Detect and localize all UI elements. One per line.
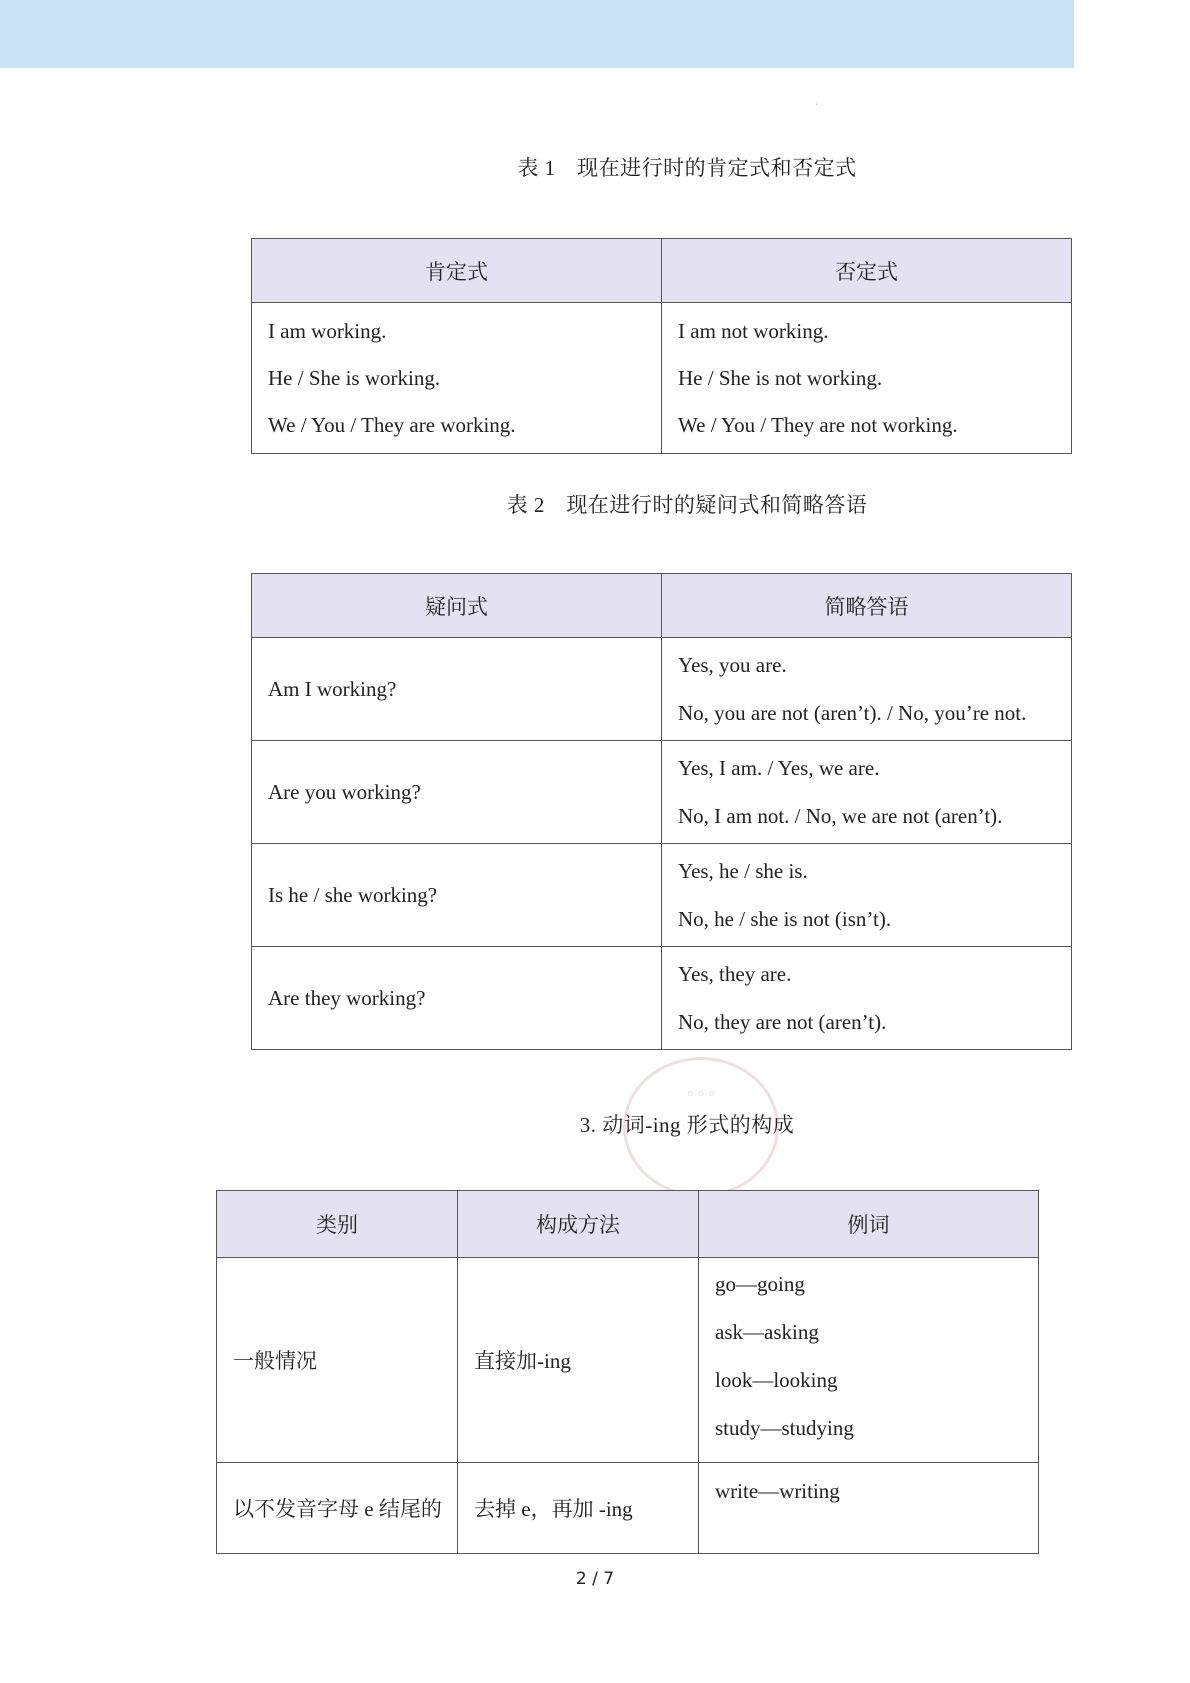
answer-line: No, I am not. / No, we are not (aren’t). <box>678 804 1003 828</box>
examples-cell <box>699 1258 1039 1463</box>
question-cell: Is he / she working? <box>252 844 662 947</box>
watermark-stamp: ◦ ◦ ◦ <box>623 1057 779 1197</box>
negative-line: He / She is not working. <box>678 365 883 390</box>
affirmative-line: We / You / They are working. <box>268 412 516 437</box>
table1-header-affirmative: 肯定式 <box>252 239 662 303</box>
table1-caption: 表 1 现在进行时的肯定式和否定式 <box>517 156 857 180</box>
answer-line: Yes, I am. / Yes, we are. <box>678 756 880 780</box>
table3-header-method: 构成方法 <box>458 1191 699 1258</box>
table3-header-examples: 例词 <box>699 1191 1039 1258</box>
table1-negative-cell <box>662 303 1072 454</box>
table2-caption: 表 2 现在进行时的疑问式和简略答语 <box>506 493 868 517</box>
negative-line: I am not working. <box>678 318 829 343</box>
answer-cell <box>662 638 1072 741</box>
answer-line: Yes, they are. <box>678 962 792 986</box>
table3-header-category: 类别 <box>217 1191 458 1258</box>
table3-caption: 3. 动词-ing 形式的构成 <box>579 1113 795 1137</box>
examples-cell <box>699 1463 1039 1554</box>
answer-cell <box>662 741 1072 844</box>
category-cell: 一般情况 <box>217 1258 458 1463</box>
table1 <box>251 238 1072 454</box>
table1-affirmative-cell <box>252 303 662 454</box>
example-line: study—studying <box>715 1416 854 1440</box>
table-row <box>252 638 1072 741</box>
answer-line: No, they are not (aren’t). <box>678 1010 887 1034</box>
answer-line: Yes, you are. <box>678 653 787 677</box>
example-line: look—looking <box>715 1368 838 1392</box>
example-line: ask—asking <box>715 1320 819 1344</box>
example-line: write—writing <box>715 1479 840 1503</box>
header-band <box>0 0 1074 68</box>
category-cell: 以不发音字母 e 结尾的 <box>217 1463 458 1554</box>
answer-line: Yes, he / she is. <box>678 859 808 883</box>
table-row <box>217 1463 1039 1554</box>
answer-line: No, he / she is not (isn’t). <box>678 907 892 931</box>
table2-header-answer: 简略答语 <box>662 574 1072 638</box>
negative-line: We / You / They are not working. <box>678 412 958 437</box>
table1-header-negative: 否定式 <box>662 239 1072 303</box>
method-cell: 直接加-ing <box>458 1258 699 1463</box>
table2-header-question: 疑问式 <box>252 574 662 638</box>
question-cell: Am I working? <box>252 638 662 741</box>
example-line: go—going <box>715 1272 805 1296</box>
page-number: 2 / 7 <box>575 1569 615 1589</box>
affirmative-line: I am working. <box>268 318 387 343</box>
table2 <box>251 573 1072 1050</box>
answer-cell <box>662 947 1072 1050</box>
table3 <box>216 1190 1039 1554</box>
question-cell: Are you working? <box>252 741 662 844</box>
method-cell: 去掉 e，再加 -ing <box>458 1463 699 1554</box>
answer-cell <box>662 844 1072 947</box>
answer-line: No, you are not (aren’t). / No, you’re not. <box>678 701 1027 725</box>
table-row <box>252 741 1072 844</box>
table-row <box>252 844 1072 947</box>
affirmative-line: He / She is working. <box>268 365 441 390</box>
table-row <box>217 1258 1039 1463</box>
tiny-mark: ˌ <box>815 96 818 105</box>
question-cell: Are they working? <box>252 947 662 1050</box>
table-row <box>252 947 1072 1050</box>
